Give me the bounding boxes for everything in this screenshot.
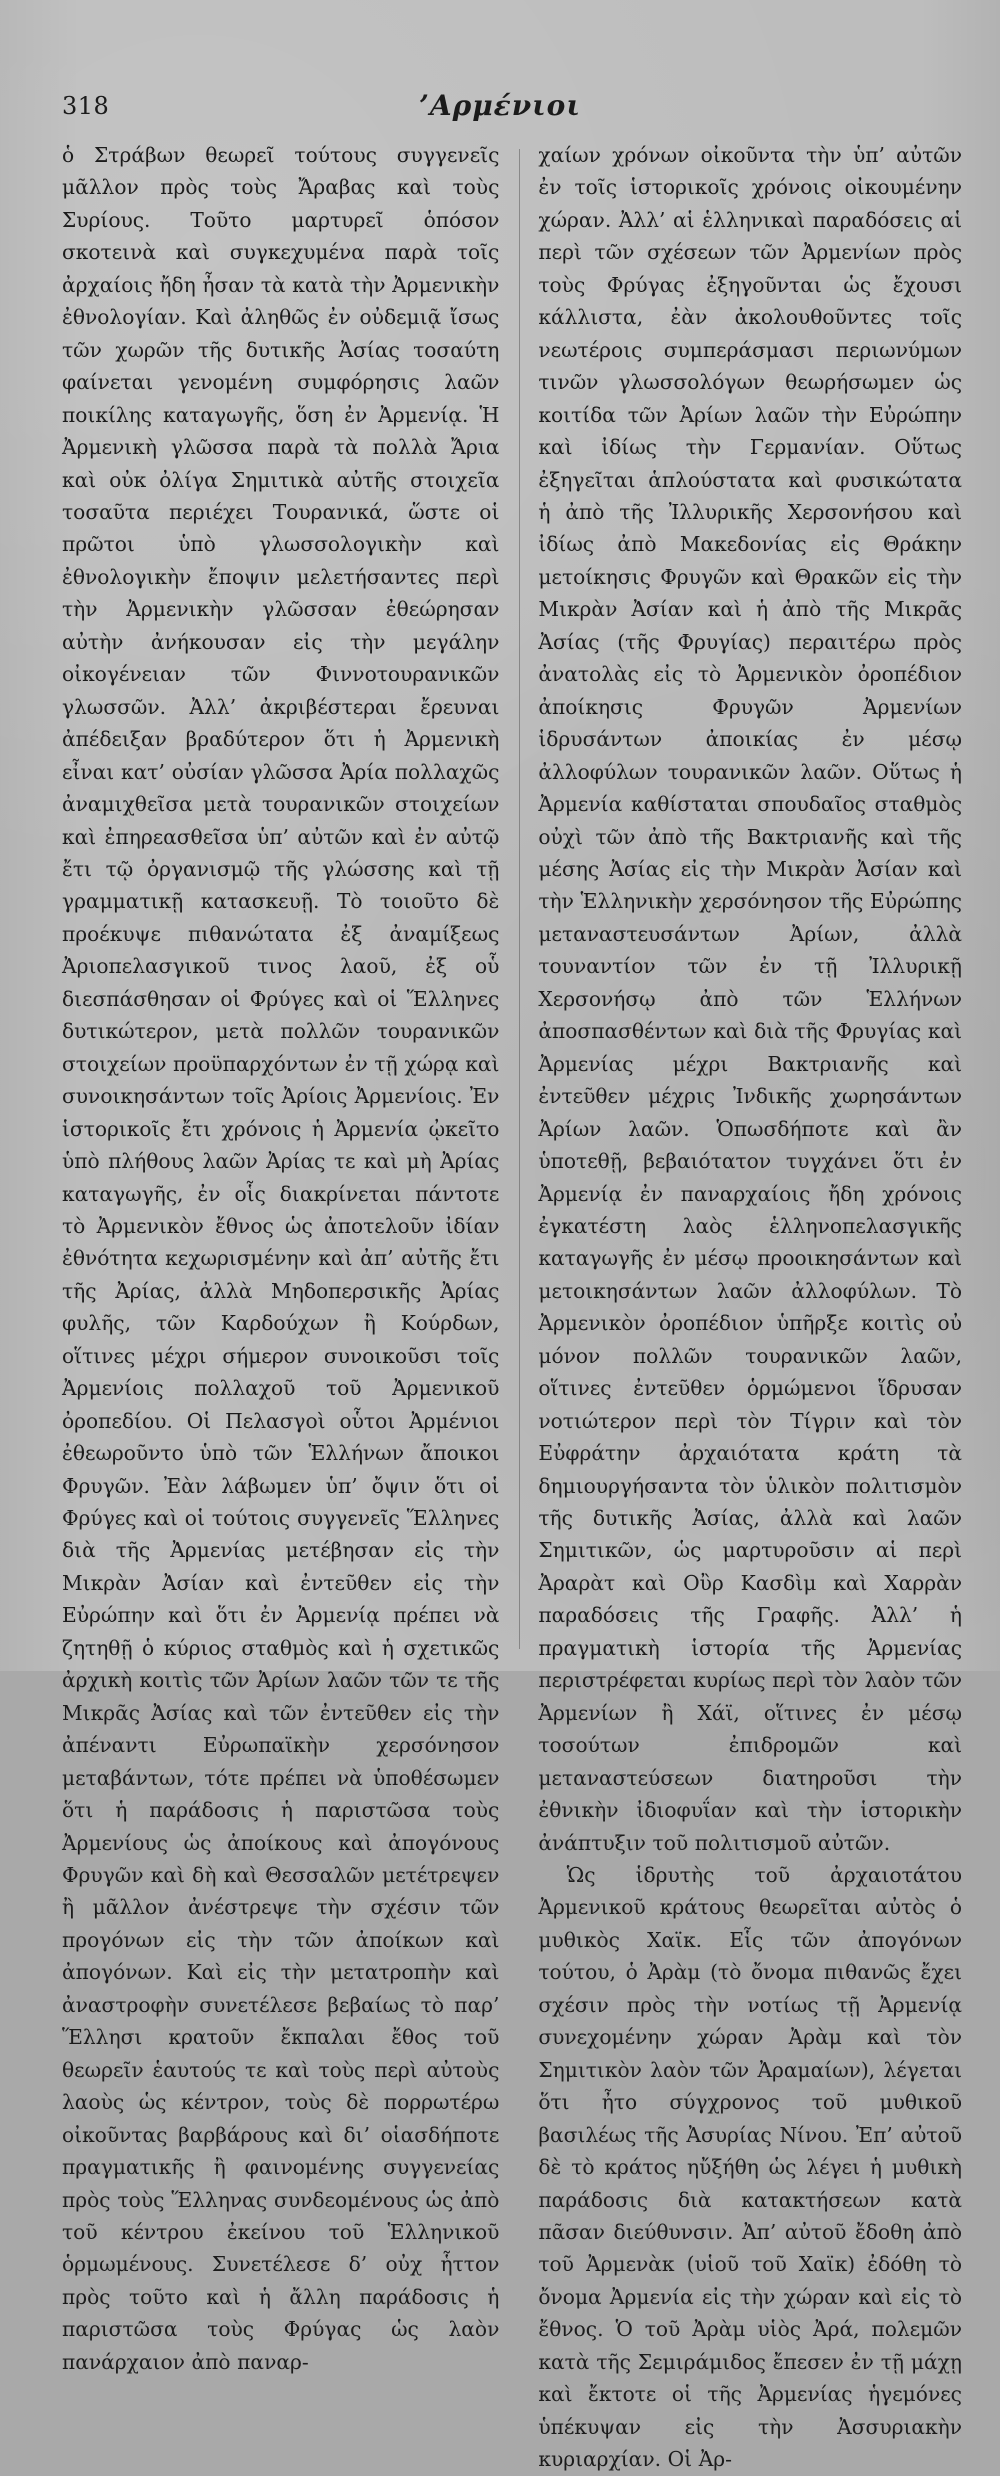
column-divider	[519, 149, 520, 1649]
left-column-paragraph: ὁ Στράβων θεωρεῖ τούτους συγγενεῖς μᾶλλον πρὸς τοὺς Ἄραβας καὶ τοὺς Συρίους. Τοῦτο μαρτυρεῖ ὁπόσον σκοτεινὰ καὶ συγκεχυμένα παρὰ τοῖς ἀρχαίοις ἤδη ἦσαν τὰ κατὰ τὴν Ἀρμενικὴν ἐθνολογίαν. Καὶ ἀληθῶς ἐν οὐδεμιᾷ ἴσως τῶν χωρῶν τῆς δυτικῆς Ἀσίας τοσαύτη φαίνεται γενομένη συμφόρησις λαῶν ποικίλης καταγωγῆς, ὅση ἐν Ἀρμενίᾳ. Ἡ Ἀρμενικὴ γλῶσσα παρὰ τὰ πολλὰ Ἄρια καὶ οὐκ ὀλίγα Σημιτικὰ αὐτῆς στοιχεῖα τοσαῦτα περιέχει Τουρανικά, ὥστε οἱ πρῶτοι ὑπὸ γλωσσολογικὴν καὶ ἐθνολογικὴν ἔποψιν μελετήσαντες περὶ τὴν Ἀρμενικὴν γλῶσσαν ἐθεώρησαν αὐτὴν ἀνήκουσαν εἰς τὴν μεγάλην οἰκογένειαν τῶν Φιννοτουρανικῶν γλωσσῶν. Ἀλλ’ ἀκριβέστεραι ἔρευναι ἀπέδειξαν βραδύτερον ὅτι ἡ Ἀρμενικὴ εἶναι κατ’ οὐσίαν γλῶσσα Ἀρία πολλαχῶς ἀναμιχθεῖσα μετὰ τουρανικῶν στοιχείων καὶ ἐπηρεασθεῖσα ὑπ’ αὐτῶν καὶ ἐν αὐτῷ ἔτι τῷ ὀργανισμῷ τῆς γλώσσης καὶ τῇ γραμματικῇ κατασκευῇ. Τὸ τοιοῦτο δὲ προέκυψε πιθανώτατα ἐξ ἀναμίξεως Ἀριοπελασγικοῦ τινος λαοῦ, ἐξ οὗ διεσπάσθησαν οἱ Φρύγες καὶ οἱ Ἕλληνες δυτικώτερον, μετὰ πολλῶν τουρανικῶν στοιχείων προϋπαρχόντων ἐν τῇ χώρᾳ καὶ συνοικησάντων τοῖς Ἀρίοις Ἀρμενίοις. Ἐν ἱστορικοῖς ἔτι χρόνοις ἡ Ἀρμενία ᾠκεῖτο ὑπὸ πλήθους λαῶν Ἀρίας τε καὶ μὴ Ἀρίας καταγωγῆς, ἐν οἷς διακρίνεται πάντοτε τὸ Ἀρμενικὸν ἔθνος ὡς ἀποτελοῦν ἰδίαν ἐθνότητα κεχωρισμένην καὶ ἀπ’ αὐτῆς ἔτι τῆς Ἀρίας, ἀλλὰ Μηδοπερσικῆς Ἀρίας φυλῆς, τῶν Καρδούχων ἢ Κούρδων, οἵτινες μέχρι σήμερον συνοικοῦσι τοῖς Ἀρμενίοις πολλαχοῦ τοῦ Ἀρμενικοῦ ὀροπεδίου. Οἱ Πελασγοὶ οὗτοι Ἀρμένιοι ἐθεωροῦντο ὑπὸ τῶν Ἑλλήνων ἄποικοι Φρυγῶν. Ἐὰν λάβωμεν ὑπ’ ὄψιν ὅτι οἱ Φρύγες καὶ οἱ τούτοις συγγενεῖς Ἕλληνες διὰ τῆς Ἀρμενίας μετέβησαν εἰς τὴν Μικρὰν Ἀσίαν καὶ ἐντεῦθεν εἰς τὴν Εὐρώπην καὶ ὅτι ἐν Ἀρμενίᾳ πρέπει νὰ ζητηθῇ ὁ κύριος σταθμὸς καὶ ἡ σχετικῶς ἀρχικὴ κοιτὶς τῶν Ἀρίων λαῶν τῶν τε τῆς Μικρᾶς Ἀσίας καὶ τῶν ἐντεῦθεν εἰς τὴν ἀπέναντι Εὐρωπαϊκὴν χερσόνησον μεταβάντων, τότε πρέπει νὰ ὑποθέσωμεν ὅτι ἡ παράδοσις ἡ παριστῶσα τοὺς Ἀρμενίους ὡς ἀποίκους καὶ ἀπογόνους Φρυγῶν καὶ δὴ καὶ Θεσσαλῶν μετέτρεψεν ἢ μᾶλλον ἀνέστρεψε τὴν σχέσιν τῶν προγόνων εἰς τὴν τῶν ἀποίκων καὶ ἀπογόνων. Καὶ εἰς τὴν μετατροπὴν καὶ ἀναστροφὴν συνετέλεσε βεβαίως τὸ παρ’ Ἕλλησι κρατοῦν ἔκπαλαι ἔθος τοῦ θεωρεῖν ἑαυτούς τε καὶ τοὺς περὶ αὐτοὺς λαοὺς ὡς κέντρον, τοὺς δὲ πορρωτέρω οἰκοῦντας βαρβάρους καὶ δι’ οἱασδήποτε πραγματικῆς ἢ φαινομένης συγγενείας πρὸς τοὺς Ἕλληνας συνδεομένους ὡς ἀπὸ τοῦ κέντρου ἐκείνου τοῦ Ἑλληνικοῦ ὁρμωμένους. Συνετέλεσε δ’ οὐχ ἧττον πρὸς τοῦτο καὶ ἡ ἄλλη παράδοσις ἡ παριστῶσα τοὺς Φρύγας ὡς λαὸν πανάρχαιον ἀπὸ παναρ-	[62, 143, 500, 2374]
page-number: 318	[62, 92, 110, 120]
right-column-paragraph-2: Ὡς ἱδρυτὴς τοῦ ἀρχαιοτάτου Ἀρμενικοῦ κράτους θεωρεῖται αὐτὸς ὁ μυθικὸς Χαϊκ. Εἷς τῶν ἀπογόνων τούτου, ὁ Ἀρὰμ (τὸ ὄνομα πιθανῶς ἔχει σχέσιν πρὸς τὴν νοτίως τῇ Ἀρμενίᾳ συνεχομένην χώραν Ἀρὰμ καὶ τὸν Σημιτικὸν λαὸν τῶν Ἀραμαίων), λέγεται ὅτι ἦτο σύγχρονος τοῦ μυθικοῦ βασιλέως τῆς Ἀσυρίας Νίνου. Ἐπ’ αὐτοῦ δὲ τὸ κράτος ηὔξήθη ὡς λέγει ἡ μυθικὴ παράδοσις διὰ κατακτήσεων κατὰ πᾶσαν διεύθυνσιν. Ἀπ’ αὐτοῦ ἔδοθη ἀπὸ τοῦ Ἀρμενὰκ (υἱοῦ τοῦ Χαϊκ) ἐδόθη τὸ ὄνομα Ἀρμενία εἰς τὴν χώραν καὶ εἰς τὸ ἔθνος. Ὁ τοῦ Ἀρὰμ υἱὸς Ἀρά, πολεμῶν κατὰ τῆς Σεμιράμιδος ἔπεσεν ἐν τῇ μάχῃ καὶ ἔκτοτε οἱ τῆς Ἀρμενίας ἡγεμόνες ὑπέκυψαν εἰς τὴν Ἀσσυριακὴν κυριαρχίαν. Οἱ Ἀρ-	[538, 1863, 962, 2472]
left-column	[62, 139, 507, 2374]
right-column-paragraph-1: χαίων χρόνων οἰκοῦντα τὴν ὑπ’ αὐτῶν ἐν τοῖς ἱστορικοῖς χρόνοις οἰκουμένην χώραν. Ἀλλ’ αἱ ἑλληνικαὶ παραδόσεις αἱ περὶ τῶν σχέσεων τῶν Ἀρμενίων πρὸς τοὺς Φρύγας ἐξηγοῦνται ὡς ἔχουσι κάλλιστα, ἐὰν ἀκολουθοῦντες τοῖς νεωτέροις συμπεράσμασι περιωνύμων τινῶν γλωσσολόγων θεωρήσωμεν ὡς κοιτίδα τῶν Ἀρίων λαῶν τὴν Εὐρώπην καὶ ἰδίως τὴν Γερμανίαν. Οὕτως ἐξηγεῖται ἁπλούστατα καὶ φυσικώτατα ἡ ἀπὸ τῆς Ἰλλυρικῆς Χερσονήσου καὶ ἰδίως ἀπὸ Μακεδονίας εἰς Θράκην μετοίκησις Φρυγῶν καὶ Θρακῶν εἰς τὴν Μικρὰν Ἀσίαν καὶ ἡ ἀπὸ τῆς Μικρᾶς Ἀσίας (τῆς Φρυγίας) περαιτέρω πρὸς ἀνατολὰς εἰς τὸ Ἀρμενικὸν ὀροπέδιον ἀποίκησις Φρυγῶν Ἀρμενίων ἱδρυσάντων ἀποικίας ἐν μέσῳ ἀλλοφύλων τουρανικῶν λαῶν. Οὕτως ἡ Ἀρμενία καθίσταται σπουδαῖος σταθμὸς οὐχὶ τῶν ἀπὸ τῆς Βακτριανῆς καὶ τῆς μέσης Ἀσίας εἰς τὴν Μικρὰν Ἀσίαν καὶ τὴν Ἑλληνικὴν χερσόνησον τῆς Εὐρώπης μεταναστευσάντων Ἀρίων, ἀλλὰ τουναντίον τῶν ἐν τῇ Ἰλλυρικῇ Χερσονήσῳ ἀπὸ τῶν Ἑλλήνων ἀποσπασθέντων καὶ διὰ τῆς Φρυγίας καὶ Ἀρμενίας μέχρι Βακτριανῆς καὶ ἐντεῦθεν μέχρις Ἰνδικῆς χωρησάντων Ἀρίων λαῶν. Ὁπωσδήποτε καὶ ἂν ὑποτεθῇ, βεβαιότατον τυγχάνει ὅτι ἐν Ἀρμενίᾳ ἐν παναρχαίοις ἤδη χρόνοις ἐγκατέστη λαὸς ἑλληνοπελασγικῆς καταγωγῆς ἐν μέσῳ προοικησάντων καὶ μετοικησάντων λαῶν ἀλλοφύλων. Τὸ Ἀρμενικὸν ὀροπέδιον ὑπῆρξε κοιτὶς οὐ μόνον πολλῶν τουρανικῶν λαῶν, οἵτινες ἐντεῦθεν ὁρμώμενοι ἵδρυσαν νοτιώτερον περὶ τὸν Τίγριν καὶ τὸν Εὐφράτην ἀρχαιότατα κράτη τὰ δημιουργήσαντα τὸν ὑλικὸν πολιτισμὸν τῆς δυτικῆς Ἀσίας, ἀλλὰ καὶ λαῶν Σημιτικῶν, ὡς μαρτυροῦσιν αἱ περὶ Ἀραρὰτ καὶ Οὒρ Κασδὶμ καὶ Χαρρὰν παραδόσεις τῆς Γραφῆς. Ἀλλ’ ἡ πραγματικὴ ἱστορία τῆς Ἀρμενίας περιστρέφεται κυρίως περὶ τὸν λαὸν τῶν Ἀρμενίων ἢ Χάϊ, οἵτινες ἐν μέσῳ τοσούτων ἐπιδρομῶν καὶ μεταναστεύσεων διατηροῦσι τὴν ἐθνικὴν ἰδιοφυΐαν καὶ τὴν ἱστορικὴν ἀνάπτυξιν τοῦ πολιτισμοῦ αὐτῶν.	[538, 143, 962, 1855]
right-column	[532, 139, 962, 2472]
running-head: ’Αρμένιοι	[419, 89, 581, 122]
text-columns	[62, 139, 962, 2472]
page-header	[62, 86, 938, 126]
